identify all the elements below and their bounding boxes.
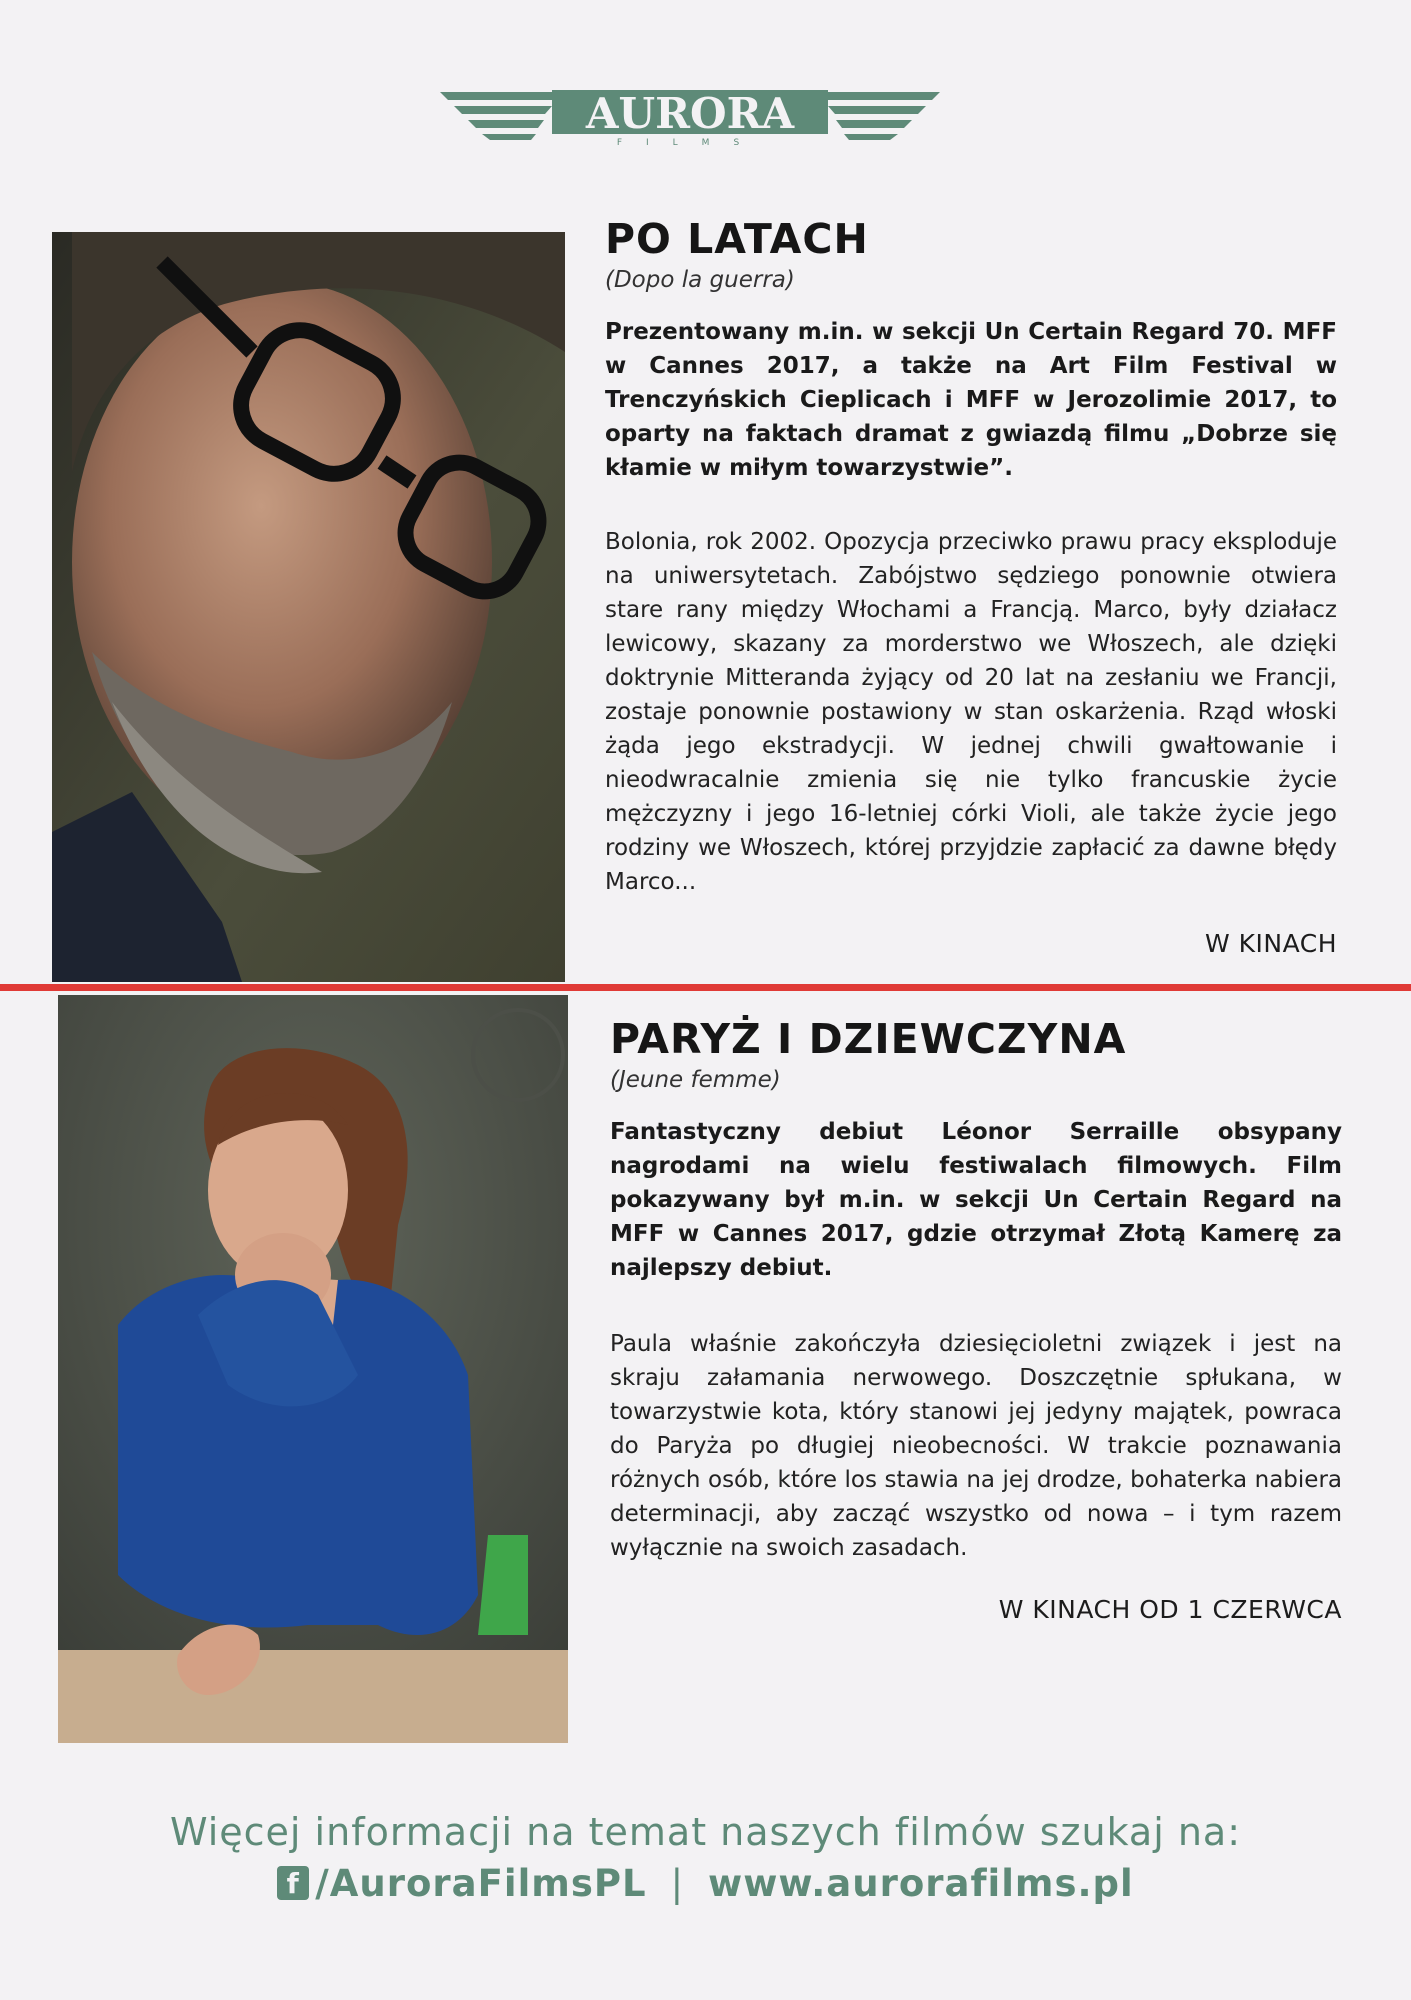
facebook-link[interactable]: /AuroraFilmsPL bbox=[315, 1862, 647, 1905]
film2-title: PARYŻ I DZIEWCZYNA bbox=[610, 1015, 1127, 1063]
logo-text: AURORA bbox=[585, 89, 795, 138]
film1-synopsis: Bolonia, rok 2002. Opozycja przeciwko prawu pracy eksploduje na uniwersytetach. Zabójstwo sędziego ponownie otwiera stare rany między Włochami a Francją. Marco, były działacz lewicowy, skazany za morderstwo we Włoszech, ale dzięki doktrynie Mitteranda żyjący od 20 lat na zesłaniu we Francji, zostaje ponownie postawiony w stan oskarżenia. Rząd włoski żąda jego ekstradycji. W jednej chwili gwałtowanie i nieodwracalnie zmienia się nie tylko francuskie życie mężczyzny i jego 16-letniej córki Violi, ale także życie jego rodziny we Włoszech, której przyjdzie zapłacić za dawne błędy Marco... bbox=[605, 529, 1337, 896]
section-divider bbox=[0, 984, 1411, 991]
logo-subtext: FILMS bbox=[616, 138, 764, 146]
film-1 bbox=[605, 215, 1337, 959]
film1-release: W KINACH bbox=[1204, 929, 1337, 959]
film2-release: W KINACH OD 1 CZERWCA bbox=[998, 1595, 1342, 1625]
footer-links bbox=[0, 1862, 1411, 1905]
film-2 bbox=[610, 1015, 1342, 1625]
film2-photo bbox=[58, 995, 568, 1743]
footer-separator: | bbox=[670, 1862, 685, 1905]
film1-photo bbox=[52, 232, 565, 982]
footer-info-line: Więcej informacji na temat naszych filmów szukaj na: bbox=[169, 1810, 1242, 1854]
aurora-films-logo bbox=[440, 86, 940, 146]
film1-lead: Prezentowany m.in. w sekcji Un Certain Regard 70. MFF w Cannes 2017, a także na Art Film Festival w Trenczyńskich Cieplicach i MFF w Jerozolimie 2017, to oparty na faktach dramat z gwiazdą filmu „Dobrze się kłamie w miłym towarzystwie”. bbox=[605, 319, 1337, 482]
film1-title: PO LATACH bbox=[605, 215, 869, 263]
film1-original-title: (Dopo la guerra) bbox=[605, 267, 795, 294]
website-link[interactable]: www.aurorafilms.pl bbox=[708, 1862, 1134, 1905]
film2-synopsis: Paula właśnie zakończyła dziesięcioletni związek i jest na skraju załamania nerwowego. Doszczętnie spłukana, w towarzystwie kota, który stanowi jej jedyny majątek, powraca do Paryża po długiej nieobecności. W trakcie poznawania różnych osób, które los stawia na jej drodze, bohaterka nabiera determinacji, aby zacząć wszystko od nowa – i tym razem wyłącznie na swoich zasadach. bbox=[610, 1331, 1342, 1562]
facebook-icon[interactable]: f bbox=[277, 1866, 309, 1900]
film2-lead: Fantastyczny debiut Léonor Serraille obsypany nagrodami na wielu festiwalach filmowych. Film pokazywany był m.in. w sekcji Un Certain Regard na MFF w Cannes 2017, gdzie otrzymał Złotą Kamerę za najlepszy debiut. bbox=[610, 1119, 1342, 1282]
film2-original-title: (Jeune femme) bbox=[610, 1067, 781, 1094]
